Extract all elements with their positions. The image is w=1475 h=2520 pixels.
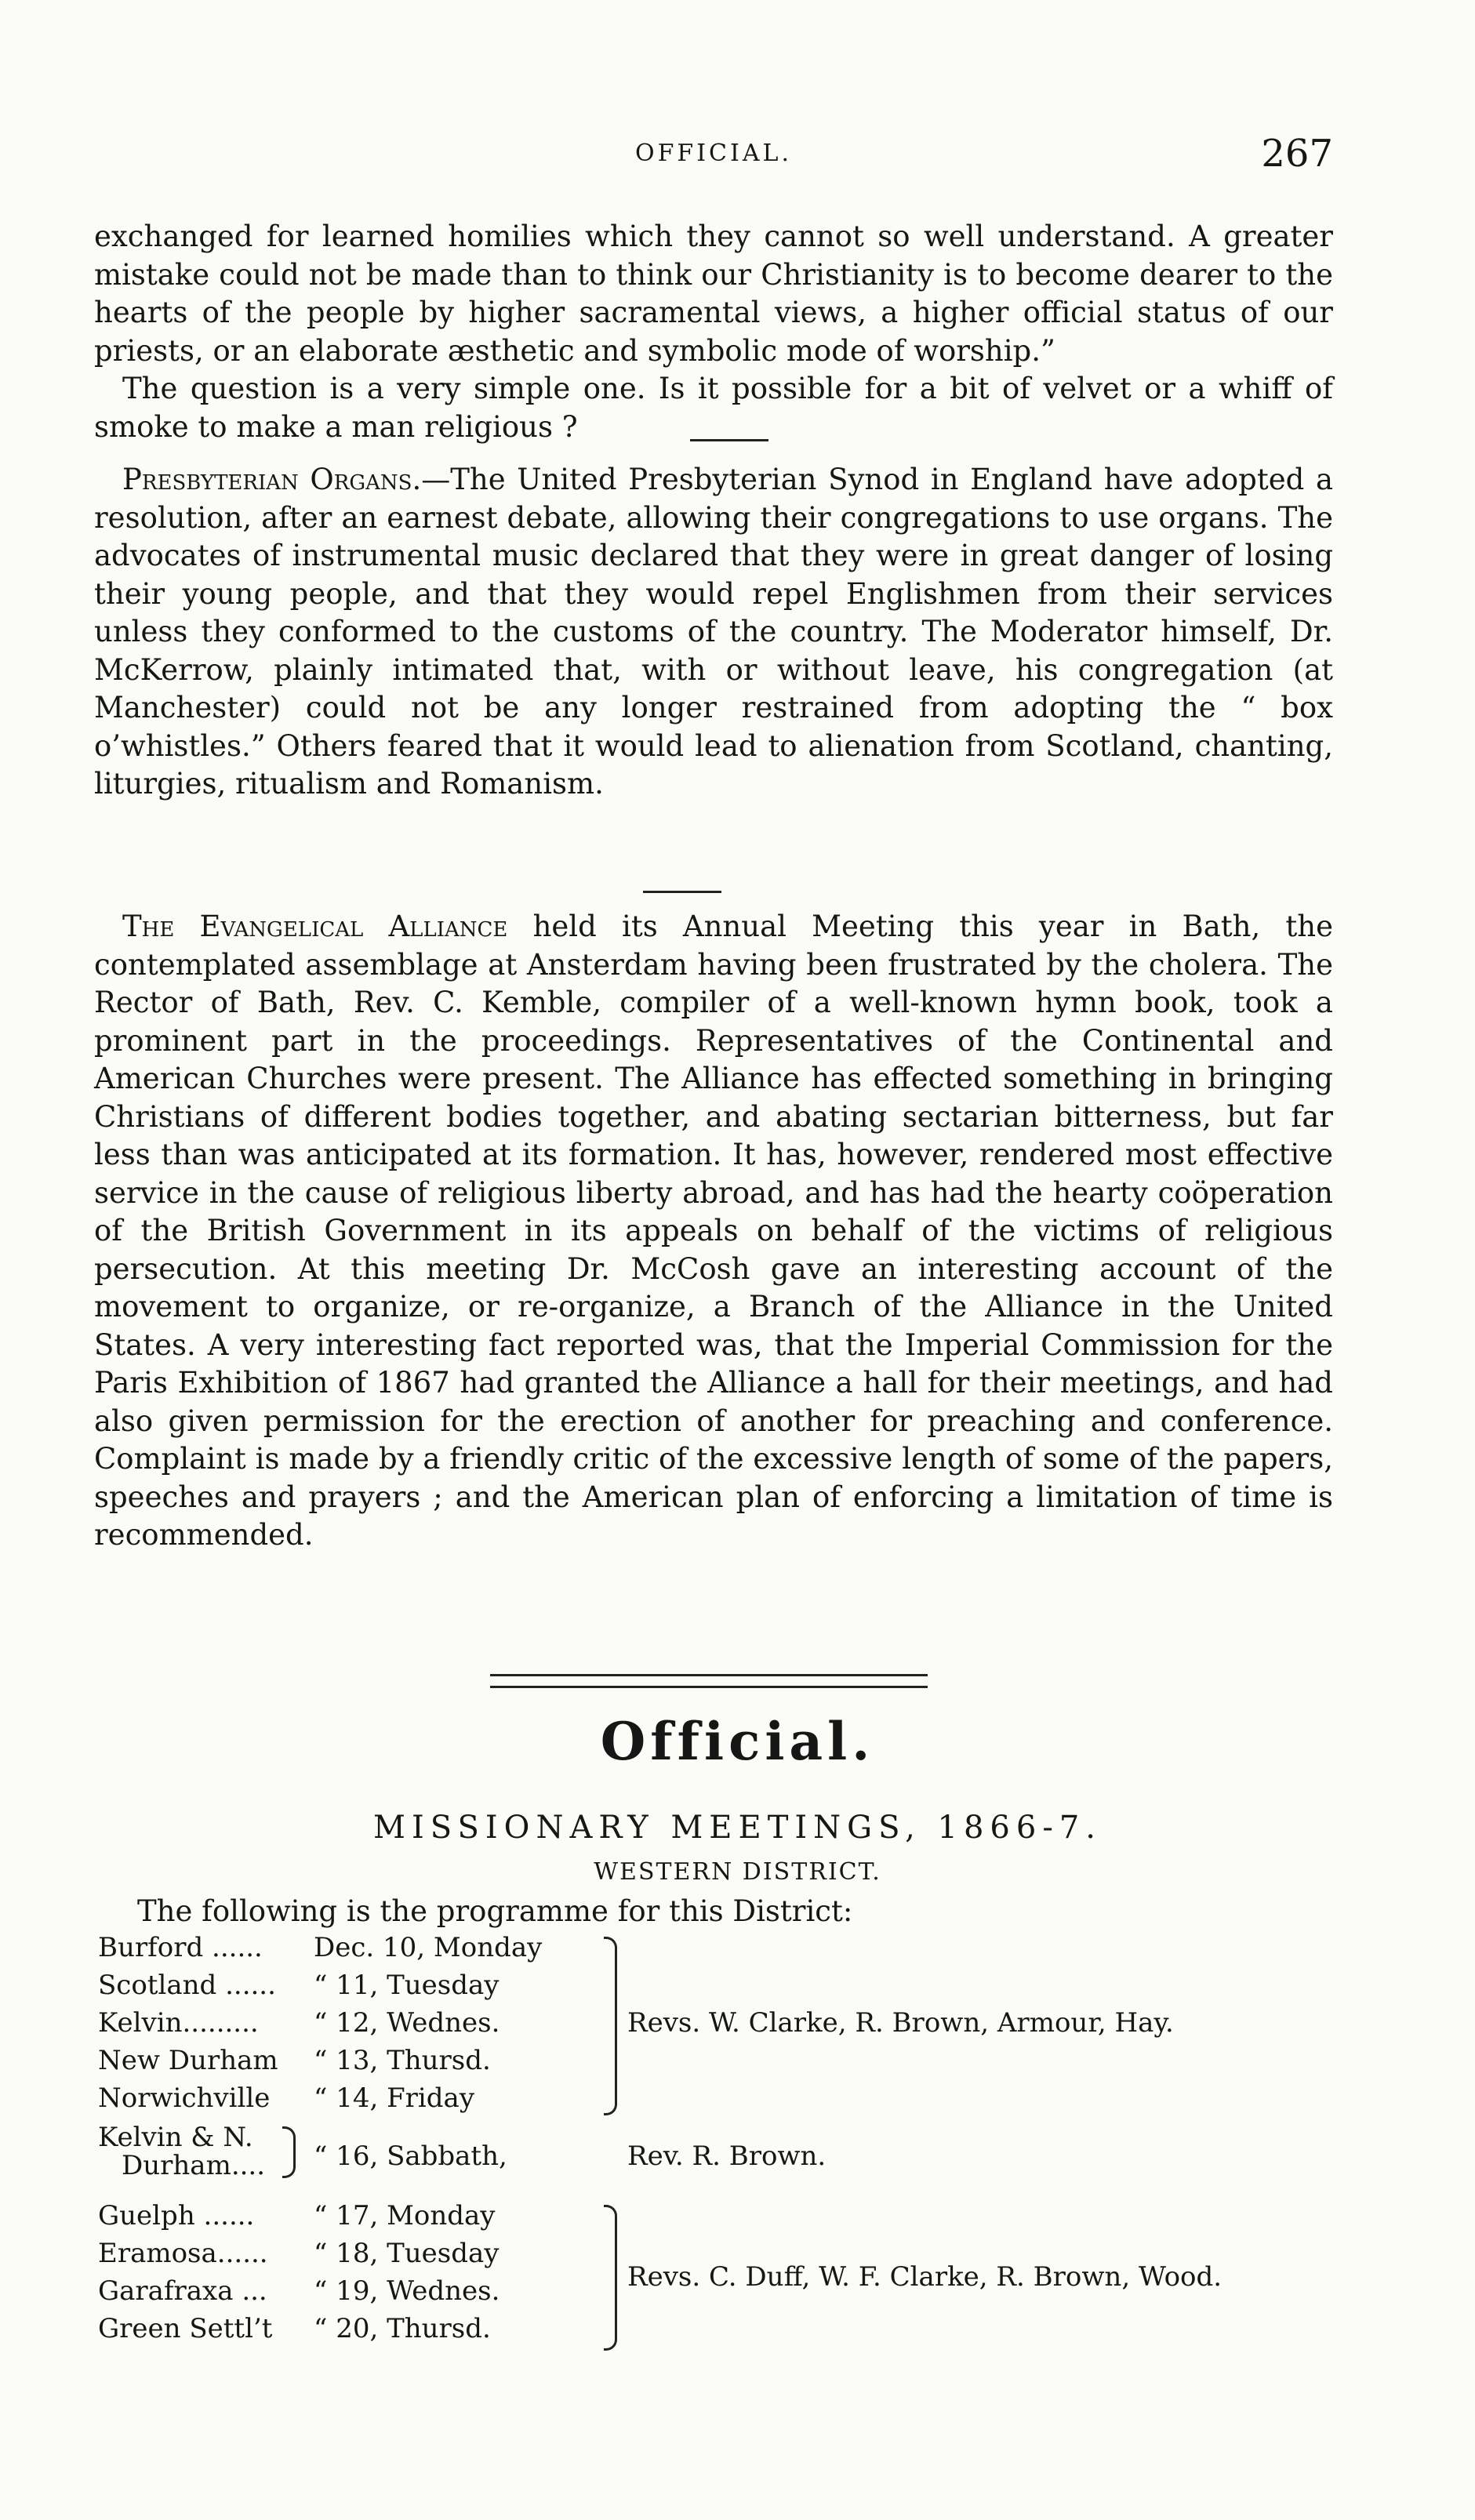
date: “ 12, Wednes. <box>314 2007 500 2039</box>
running-title: OFFICIAL. <box>634 140 792 167</box>
schedule-row <box>98 1966 278 2004</box>
question-paragraph: The question is a very simple one. Is it possible for a bit of velvet or a whiff of smoke to make a man religious ? <box>94 372 1333 444</box>
schedule-row <box>98 1929 278 1966</box>
district-title: WESTERN DISTRICT. <box>594 1858 881 1886</box>
double-rule-divider <box>490 1674 928 1688</box>
schedule-row <box>98 2079 278 2117</box>
article-body: —The United Presbyterian Synod in England have adopted a resolution, after an earnest debate, allowing their congregations to use organs. The advocates of instrumental music declared that they were in great danger of losing their young people, and that they would repel Englishmen from their services unless they conformed to the customs of the country. The Moderator himself, Dr. McKerrow, plainly intimated that, with or without leave, his congregation (at Manchester) could not be any longer restrained from adopting the “ box o’whistles.” Others feared that it would lead to alienation from Scotland, chanting, liturgies, ritualism and Romanism. <box>94 463 1333 801</box>
meetings-title: MISSIONARY MEETINGS, 1866-7. <box>372 1810 1103 1846</box>
place: Garafraxa ... <box>98 2275 267 2307</box>
place: Burford ...... <box>98 1932 263 1963</box>
place-continued: Durham.... <box>122 2150 266 2181</box>
date: “ 17, Monday <box>314 2200 496 2231</box>
official-heading: Official. <box>600 1711 875 1772</box>
brace-group-1 <box>604 1937 617 2115</box>
group3-speakers: Revs. C. Duff, W. F. Clarke, R. Brown, Wood. <box>627 2261 1223 2293</box>
place: Guelph ...... <box>98 2200 255 2231</box>
article-lead: The Evangelical Alliance <box>122 910 508 943</box>
quote-paragraph: exchanged for learned homilies which they cannot so well understand. A greater mistake could not be made than to think our Christianity is to become dearer to the hearts of the people by higher sacramental views, a higher official status of our priests, or an elaborate æsthetic and symbolic mode of worship.” <box>94 220 1333 368</box>
place: Kelvin & N. <box>98 2122 253 2153</box>
section-divider <box>690 439 768 441</box>
paragraph-continuation <box>94 218 1333 446</box>
organs-article <box>94 461 1333 804</box>
group1-speakers: Revs. W. Clarke, R. Brown, Armour, Hay. <box>627 2007 1174 2039</box>
date: “ 18, Tuesday <box>314 2238 500 2269</box>
schedule-row <box>98 2310 272 2348</box>
place: Norwichville <box>98 2082 271 2114</box>
brace-group-3 <box>604 2205 617 2351</box>
schedule-table-2 <box>98 2197 272 2348</box>
date: Dec. 10, Monday <box>314 1932 543 1963</box>
schedule-row <box>98 2123 265 2180</box>
alliance-article <box>94 908 1333 1555</box>
article-body: held its Annual Meeting this year in Bath, the contemplated assemblage at Ansterdam having been frustrated by the cholera. The Rector of Bath, Rev. C. Kemble, compiler of a well-known hymn book, took a prominent part in the proceedings. Representatives of the Continental and American Churches were present. The Alliance has effected something in bringing Christians of different bodies together, and abating sectarian bitterness, but far less than was anticipated at its formation. It has, however, rendered most effective service in the cause of religious liberty abroad, and has had the hearty coöperation of the British Government in its appeals on behalf of the victims of religious persecution. At this meeting Dr. McCosh gave an interesting account of the movement to organize, or re-organize, a Branch of the Alliance in the United States. A very interesting fact reported was, that the Imperial Commission for the Paris Exhibition of 1867 had granted the Alliance a hall for their meetings, and had also given permission for the erection of another for preaching and conference. Complaint is made by a friendly critic of the excessive length of some of the papers, speeches and prayers ; and the American plan of enforcing a limitation of time is recommended. <box>94 910 1333 1552</box>
section-divider <box>643 891 721 893</box>
place: Green Settl’t <box>98 2313 273 2344</box>
schedule-row <box>98 2004 278 2042</box>
brace-row-6 <box>282 2126 296 2178</box>
date: “ 14, Friday <box>314 2082 475 2114</box>
place: New Durham <box>98 2045 278 2076</box>
programme-intro: The following is the programme for this District: <box>137 1894 853 1928</box>
date: “ 13, Thursd. <box>314 2045 491 2076</box>
place: Kelvin......... <box>98 2007 259 2039</box>
group2-speakers: Rev. R. Brown. <box>627 2141 827 2172</box>
page-number: 267 <box>1261 132 1333 176</box>
schedule-row <box>98 2272 272 2310</box>
date: “ 20, Thursd. <box>314 2313 491 2344</box>
schedule-row <box>98 2235 272 2272</box>
schedule-row <box>98 2197 272 2235</box>
schedule-dates-2 <box>314 2197 500 2348</box>
date: “ 16, Sabbath, <box>314 2141 507 2172</box>
date: “ 19, Wednes. <box>314 2275 500 2307</box>
schedule-dates <box>314 1929 542 2117</box>
article-lead: Presbyterian Organs. <box>122 463 422 496</box>
place: Eramosa...... <box>98 2238 268 2269</box>
page-header <box>94 132 1333 179</box>
place: Scotland ...... <box>98 1970 276 2001</box>
schedule-table <box>98 1929 278 2117</box>
date: “ 11, Tuesday <box>314 1970 500 2001</box>
schedule-row <box>98 2042 278 2079</box>
